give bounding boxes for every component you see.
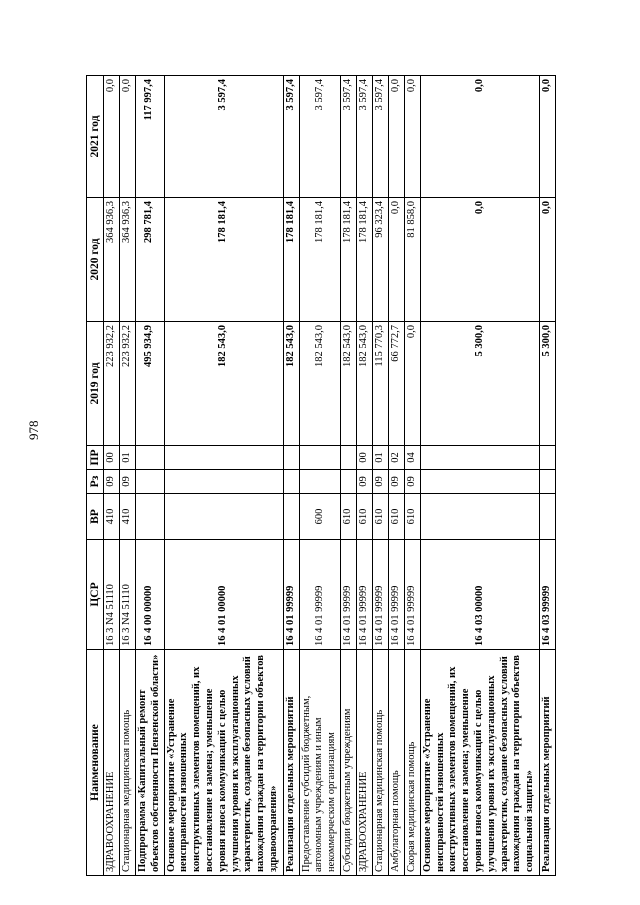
cell-rz — [341, 470, 357, 494]
cell-2020: 364 936,3 — [119, 198, 135, 322]
table-row — [164, 76, 283, 876]
cell-2021: 0,0 — [119, 76, 135, 198]
cell-vr — [135, 494, 164, 540]
cell-csr: 16 4 01 99999 — [283, 540, 299, 650]
cell-vr — [164, 494, 283, 540]
header-csr: ЦСР — [87, 540, 104, 650]
cell-csr: 16 4 03 99999 — [539, 540, 555, 650]
cell-2020: 0,0 — [539, 198, 555, 322]
cell-rz: 09 — [373, 470, 389, 494]
cell-name: Реализация отдельных мероприятий — [283, 650, 299, 876]
table-row — [420, 76, 539, 876]
table-row — [404, 76, 420, 876]
cell-vr — [539, 494, 555, 540]
cell-2019: 223 932,2 — [104, 322, 120, 446]
cell-2019: 182 543,0 — [283, 322, 299, 446]
cell-rz — [135, 470, 164, 494]
cell-rz: 09 — [119, 470, 135, 494]
page-number: 978 — [26, 420, 41, 440]
cell-csr: 16 4 00 00000 — [135, 540, 164, 650]
cell-2020: 178 181,4 — [357, 198, 373, 322]
cell-2020: 364 936,3 — [104, 198, 120, 322]
cell-csr: 16 3 N4 51110 — [119, 540, 135, 650]
table-row — [299, 76, 341, 876]
cell-csr: 16 4 01 99999 — [373, 540, 389, 650]
cell-2020: 178 181,4 — [164, 198, 283, 322]
cell-2020: 298 781,4 — [135, 198, 164, 322]
cell-2019: 115 770,3 — [373, 322, 389, 446]
cell-2020: 0,0 — [420, 198, 539, 322]
budget-table — [86, 75, 556, 876]
cell-name: Стационарная медицинская помощь — [119, 650, 135, 876]
cell-csr: 16 4 01 99999 — [404, 540, 420, 650]
cell-2019: 5 300,0 — [420, 322, 539, 446]
cell-2021: 0,0 — [104, 76, 120, 198]
cell-2020: 81 858,0 — [404, 198, 420, 322]
header-rz: Рз — [87, 470, 104, 494]
table-row — [283, 76, 299, 876]
cell-pr: 01 — [373, 446, 389, 470]
cell-2021: 3 597,4 — [283, 76, 299, 198]
cell-rz — [299, 470, 341, 494]
cell-2020: 178 181,4 — [299, 198, 341, 322]
cell-csr: 16 4 01 99999 — [357, 540, 373, 650]
cell-2020: 0,0 — [389, 198, 405, 322]
table-row — [119, 76, 135, 876]
cell-2019: 66 772,7 — [389, 322, 405, 446]
cell-csr: 16 4 01 00000 — [164, 540, 283, 650]
cell-csr: 16 3 N4 51110 — [104, 540, 120, 650]
cell-name: Субсидии бюджетным учреждениям — [341, 650, 357, 876]
cell-rz — [164, 470, 283, 494]
cell-name: Амбулаторная помощь — [389, 650, 405, 876]
cell-vr: 610 — [404, 494, 420, 540]
cell-pr: 04 — [404, 446, 420, 470]
cell-pr — [299, 446, 341, 470]
cell-rz: 09 — [104, 470, 120, 494]
cell-2021: 3 597,4 — [164, 76, 283, 198]
cell-vr: 610 — [357, 494, 373, 540]
cell-name: Основное мероприятие «Устранение неисправностей изношенных конструктивных элементов помещений, их восстановление и замена; уменьшение уровня износа коммуникаций с целью улучшения уровня их эксплуатационных характеристик, создание безопасных условий нахождения граждан на территории объектов социальной защиты» — [420, 650, 539, 876]
cell-vr: 410 — [104, 494, 120, 540]
header-2020: 2020 год — [87, 198, 104, 322]
cell-2019: 182 543,0 — [357, 322, 373, 446]
cell-vr — [420, 494, 539, 540]
cell-2019: 182 543,0 — [299, 322, 341, 446]
cell-pr: 02 — [389, 446, 405, 470]
table-row — [373, 76, 389, 876]
cell-name: ЗДРАВООХРАНЕНИЕ — [357, 650, 373, 876]
budget-table-rotated — [86, 76, 556, 876]
table-row — [104, 76, 120, 876]
table-row — [539, 76, 555, 876]
cell-2019: 182 543,0 — [164, 322, 283, 446]
header-name: Наименование — [87, 650, 104, 876]
cell-rz — [420, 470, 539, 494]
cell-2021: 117 997,4 — [135, 76, 164, 198]
cell-rz: 09 — [357, 470, 373, 494]
cell-name: Скорая медицинская помощь — [404, 650, 420, 876]
cell-vr: 410 — [119, 494, 135, 540]
cell-name: Стационарная медицинская помощь — [373, 650, 389, 876]
cell-name: Основное мероприятие «Устранение неисправностей изношенных конструктивных элементов помещений, их восстановление и замена; уменьшение уровня износа коммуникаций с целью улучшения уровня их эксплуатационных характеристик, создание безопасных условий нахождения граждан на территории объектов здравоохранения» — [164, 650, 283, 876]
cell-pr — [539, 446, 555, 470]
header-vr: ВР — [87, 494, 104, 540]
cell-vr: 610 — [389, 494, 405, 540]
cell-pr — [341, 446, 357, 470]
header-2019: 2019 год — [87, 322, 104, 446]
cell-pr — [283, 446, 299, 470]
cell-pr — [420, 446, 539, 470]
cell-vr: 610 — [341, 494, 357, 540]
cell-rz — [283, 470, 299, 494]
header-2021: 2021 год — [87, 76, 104, 198]
cell-csr: 16 4 01 99999 — [389, 540, 405, 650]
header-pr: ПР — [87, 446, 104, 470]
cell-csr: 16 4 03 00000 — [420, 540, 539, 650]
cell-name: Подпрограмма «Капитальный ремонт объектов собственности Пензенской области» — [135, 650, 164, 876]
cell-vr — [283, 494, 299, 540]
cell-name: ЗДРАВООХРАНЕНИЕ — [104, 650, 120, 876]
cell-rz — [539, 470, 555, 494]
cell-2021: 3 597,4 — [373, 76, 389, 198]
table-header-row — [87, 76, 104, 876]
cell-2020: 96 323,4 — [373, 198, 389, 322]
cell-2021: 3 597,4 — [299, 76, 341, 198]
cell-pr: 00 — [357, 446, 373, 470]
cell-2019: 223 932,2 — [119, 322, 135, 446]
cell-rz: 09 — [404, 470, 420, 494]
cell-csr: 16 4 01 99999 — [299, 540, 341, 650]
cell-rz: 09 — [389, 470, 405, 494]
cell-pr: 00 — [104, 446, 120, 470]
cell-pr: 01 — [119, 446, 135, 470]
table-row — [389, 76, 405, 876]
cell-2021: 3 597,4 — [341, 76, 357, 198]
cell-pr — [135, 446, 164, 470]
table-row — [135, 76, 164, 876]
cell-vr: 610 — [373, 494, 389, 540]
cell-pr — [164, 446, 283, 470]
cell-2019: 5 300,0 — [539, 322, 555, 446]
table-row — [341, 76, 357, 876]
cell-2021: 0,0 — [420, 76, 539, 198]
cell-2021: 3 597,4 — [357, 76, 373, 198]
cell-2021: 0,0 — [539, 76, 555, 198]
cell-vr: 600 — [299, 494, 341, 540]
cell-csr: 16 4 01 99999 — [341, 540, 357, 650]
cell-2019: 0,0 — [404, 322, 420, 446]
cell-2020: 178 181,4 — [341, 198, 357, 322]
cell-2021: 0,0 — [404, 76, 420, 198]
cell-2021: 0,0 — [389, 76, 405, 198]
cell-name: Реализация отдельных мероприятий — [539, 650, 555, 876]
cell-2019: 495 934,9 — [135, 322, 164, 446]
cell-2020: 178 181,4 — [283, 198, 299, 322]
cell-2019: 182 543,0 — [341, 322, 357, 446]
cell-name: Предоставление субсидий бюджетным, автономным учреждениям и иным некоммерческим организациям — [299, 650, 341, 876]
table-row — [357, 76, 373, 876]
